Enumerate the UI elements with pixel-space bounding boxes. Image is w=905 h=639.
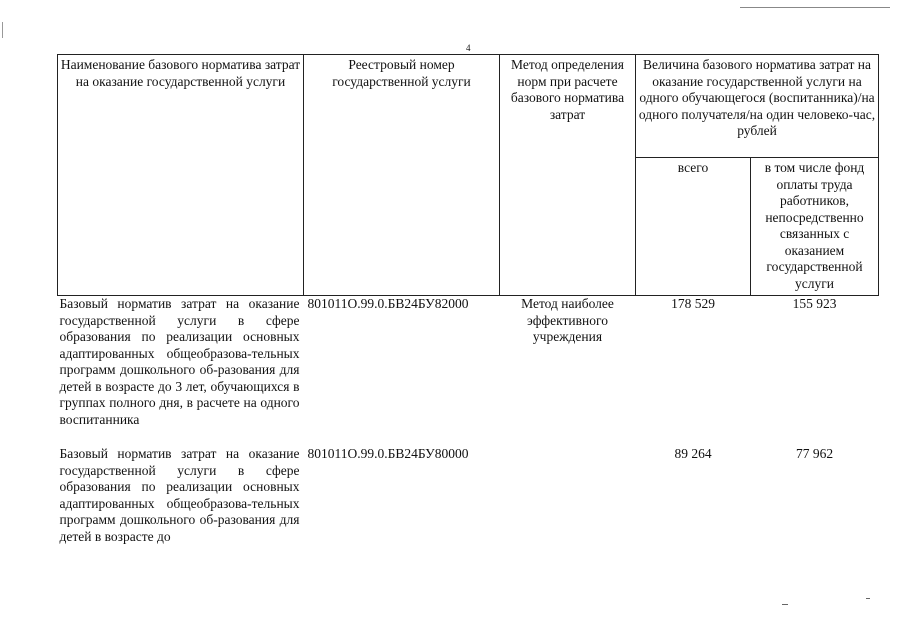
row-registry: 801011О.99.0.БВ24БУ80000 — [307, 446, 469, 461]
header-row — [58, 55, 879, 158]
table-row — [58, 446, 879, 545]
row-registry: 801011О.99.0.БВ24БУ82000 — [307, 296, 469, 311]
row-name: Базовый норматив затрат на оказание государственной услуги в сфере образования по реализации основных адаптированных общеобразова-тельных программ дошкольного об-разования для детей в возрасте до — [59, 446, 300, 544]
row-method: Метод наиболее эффективного учреждения — [521, 296, 614, 344]
scan-speck — [782, 604, 788, 605]
header-name: Наименование базового норматива затрат на оказание государственной услуги — [58, 55, 304, 296]
row-name: Базовый норматив затрат на оказание государственной услуги в сфере образования по реализации основных адаптированных общеобразова-тельных программ дошкольного об-разования для детей в возрасте до 3 лет, обучающихся в группах полного дня, в расчете на одного воспитанника — [59, 296, 300, 427]
header-fund: в том числе фонд оплаты труда работников, непосредственно связанных с оказанием государственной услуги — [751, 158, 879, 296]
page-number: 4 — [466, 43, 471, 53]
header-method: Метод определения норм при расчете базового норматива затрат — [500, 55, 636, 296]
norms-table — [57, 54, 879, 545]
row-total: 89 264 — [674, 446, 712, 461]
row-total: 178 529 — [671, 296, 715, 311]
row-fund: 155 923 — [792, 296, 837, 311]
header-registry: Реестровый номер государственной услуги — [304, 55, 500, 296]
top-rule — [740, 7, 890, 8]
header-value-group: Величина базового норматива затрат на оказание государственной услуги на одного обучающегося (воспитанника)/на одного получателя/на один человеко-час, рублей — [636, 55, 879, 158]
row-spacer — [58, 428, 879, 446]
table-row — [58, 296, 879, 429]
row-method — [500, 446, 636, 545]
header-total: всего — [636, 158, 751, 296]
row-fund: 77 962 — [795, 446, 834, 461]
scan-speck — [866, 598, 870, 599]
scan-edge-mark — [2, 22, 3, 38]
